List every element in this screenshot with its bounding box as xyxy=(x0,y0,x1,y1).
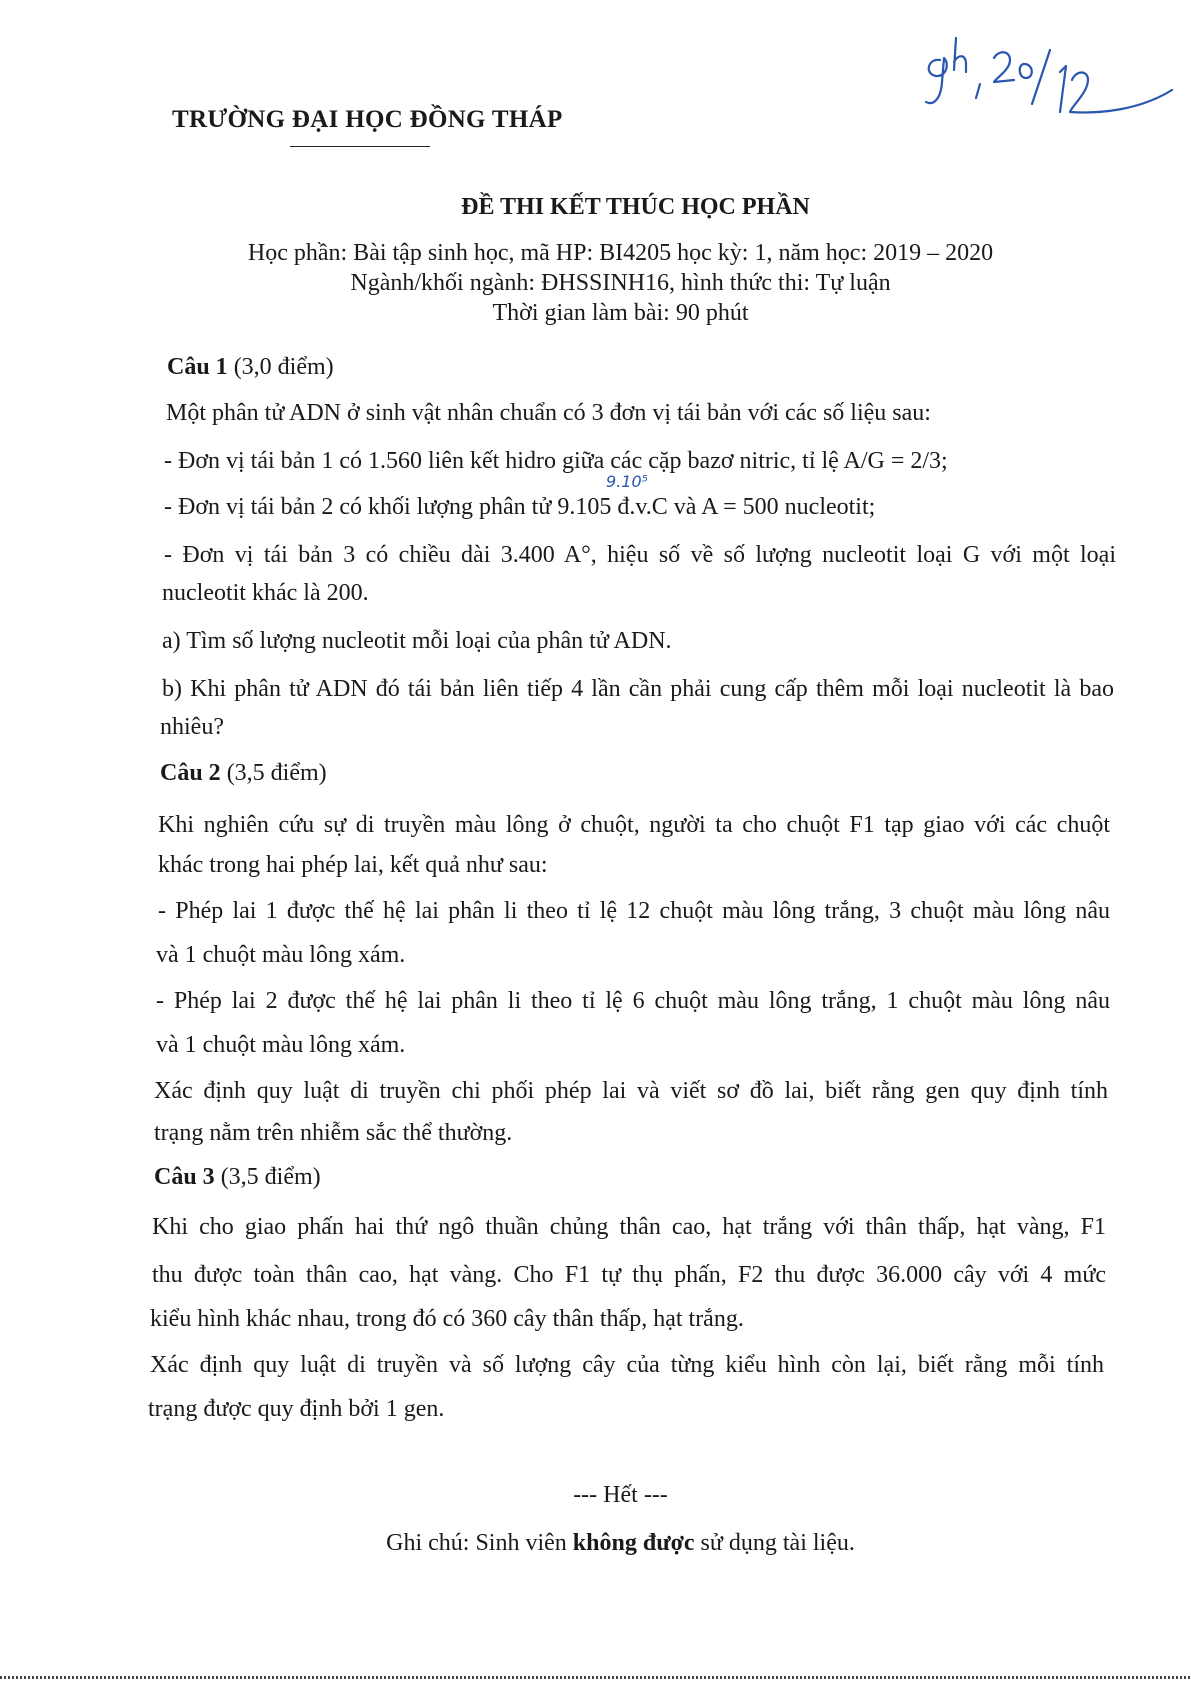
q1-line: - Đơn vị tái bản 1 có 1.560 liên kết hidro giữa các cặp bazơ nitric, tỉ lệ A/G = 2/3; xyxy=(164,448,948,474)
question-1-points: (3,0 điểm) xyxy=(233,354,334,380)
q1-line: b) Khi phân tử ADN đó tái bản liên tiếp 4 lần cần phải cung cấp thêm mỗi loại nucleotit là bao xyxy=(162,676,1114,702)
q3-line: Khi cho giao phấn hai thứ ngô thuần chủng thân cao, hạt trắng với thân thấp, hạt vàng, F1 xyxy=(152,1214,1106,1240)
q1-line: - Đơn vị tái bản 3 có chiều dài 3.400 A°, hiệu số về số lượng nucleotit loại G với một loại xyxy=(164,542,1116,568)
q3-line: thu được toàn thân cao, hạt vàng. Cho F1 tự thụ phấn, F2 thu được 36.000 cây với 4 mức xyxy=(152,1262,1106,1288)
q1-line: - Đơn vị tái bản 2 có khối lượng phân tử 9.105 đ.v.C và A = 500 nucleotit; xyxy=(164,494,876,520)
question-3-points: (3,5 điểm) xyxy=(220,1164,321,1190)
q2-line: khác trong hai phép lai, kết quả như sau: xyxy=(158,852,548,878)
question-2-points: (3,5 điểm) xyxy=(226,760,327,786)
exam-title: ĐỀ THI KẾT THÚC HỌC PHẦN xyxy=(461,194,810,220)
school-underline xyxy=(290,146,430,147)
note-prefix: Ghi chú: Sinh viên xyxy=(386,1530,573,1556)
course-line: Học phần: Bài tập sinh học, mã HP: BI4205 học kỳ: 1, năm học: 2019 – 2020 xyxy=(247,240,994,266)
q1-line: nhiêu? xyxy=(160,714,224,740)
question-2-label: Câu 2 xyxy=(160,760,221,786)
note-suffix: sử dụng tài liệu. xyxy=(694,1530,855,1556)
scan-bottom-edge xyxy=(0,1676,1191,1679)
q2-line: và 1 chuột màu lông xám. xyxy=(156,1032,406,1058)
q2-line: - Phép lai 2 được thế hệ lai phân li theo tỉ lệ 6 chuột màu lông trắng, 1 chuột màu lông nâu xyxy=(156,988,1110,1014)
major-line: Ngành/khối ngành: ĐHSSINH16, hình thức thi: Tự luận xyxy=(350,270,891,296)
footer-note xyxy=(0,1530,1191,1557)
question-2-heading xyxy=(160,760,327,787)
q3-line: Xác định quy luật di truyền và số lượng cây của từng kiểu hình còn lại, biết rằng mỗi tính xyxy=(150,1352,1104,1378)
q1-line: Một phân tử ADN ở sinh vật nhân chuẩn có 3 đơn vị tái bản với các số liệu sau: xyxy=(166,400,931,426)
duration-line: Thời gian làm bài: 90 phút xyxy=(492,300,749,326)
question-3-label: Câu 3 xyxy=(154,1164,215,1190)
end-marker: --- Hết --- xyxy=(573,1482,668,1508)
school-name: TRƯỜNG ĐẠI HỌC ĐỒNG THÁP xyxy=(172,106,563,133)
q2-line: và 1 chuột màu lông xám. xyxy=(156,942,406,968)
q2-line: trạng nằm trên nhiễm sắc thể thường. xyxy=(154,1120,513,1146)
q3-line: kiểu hình khác nhau, trong đó có 360 cây thân thấp, hạt trắng. xyxy=(150,1306,744,1332)
question-1-label: Câu 1 xyxy=(167,354,228,380)
q2-line: Xác định quy luật di truyền chi phối phép lai và viết sơ đồ lai, biết rằng gen quy định tính xyxy=(154,1078,1108,1104)
note-emphasis: không được xyxy=(572,1530,695,1556)
q1-line: nucleotit khác là 200. xyxy=(162,580,369,606)
q3-line: trạng được quy định bởi 1 gen. xyxy=(148,1396,445,1422)
q1-line: a) Tìm số lượng nucleotit mỗi loại của phân tử ADN. xyxy=(162,628,672,654)
q2-line: Khi nghiên cứu sự di truyền màu lông ở chuột, người ta cho chuột F1 tạp giao với các chuột xyxy=(158,812,1110,838)
handwritten-date-note xyxy=(910,20,1180,130)
question-3-heading xyxy=(154,1164,321,1191)
handwritten-annotation: 9.10⁵ xyxy=(606,472,649,491)
question-1-heading xyxy=(167,354,334,381)
q2-line: - Phép lai 1 được thế hệ lai phân li theo tỉ lệ 12 chuột màu lông trắng, 3 chuột màu lông nâu xyxy=(158,898,1110,924)
